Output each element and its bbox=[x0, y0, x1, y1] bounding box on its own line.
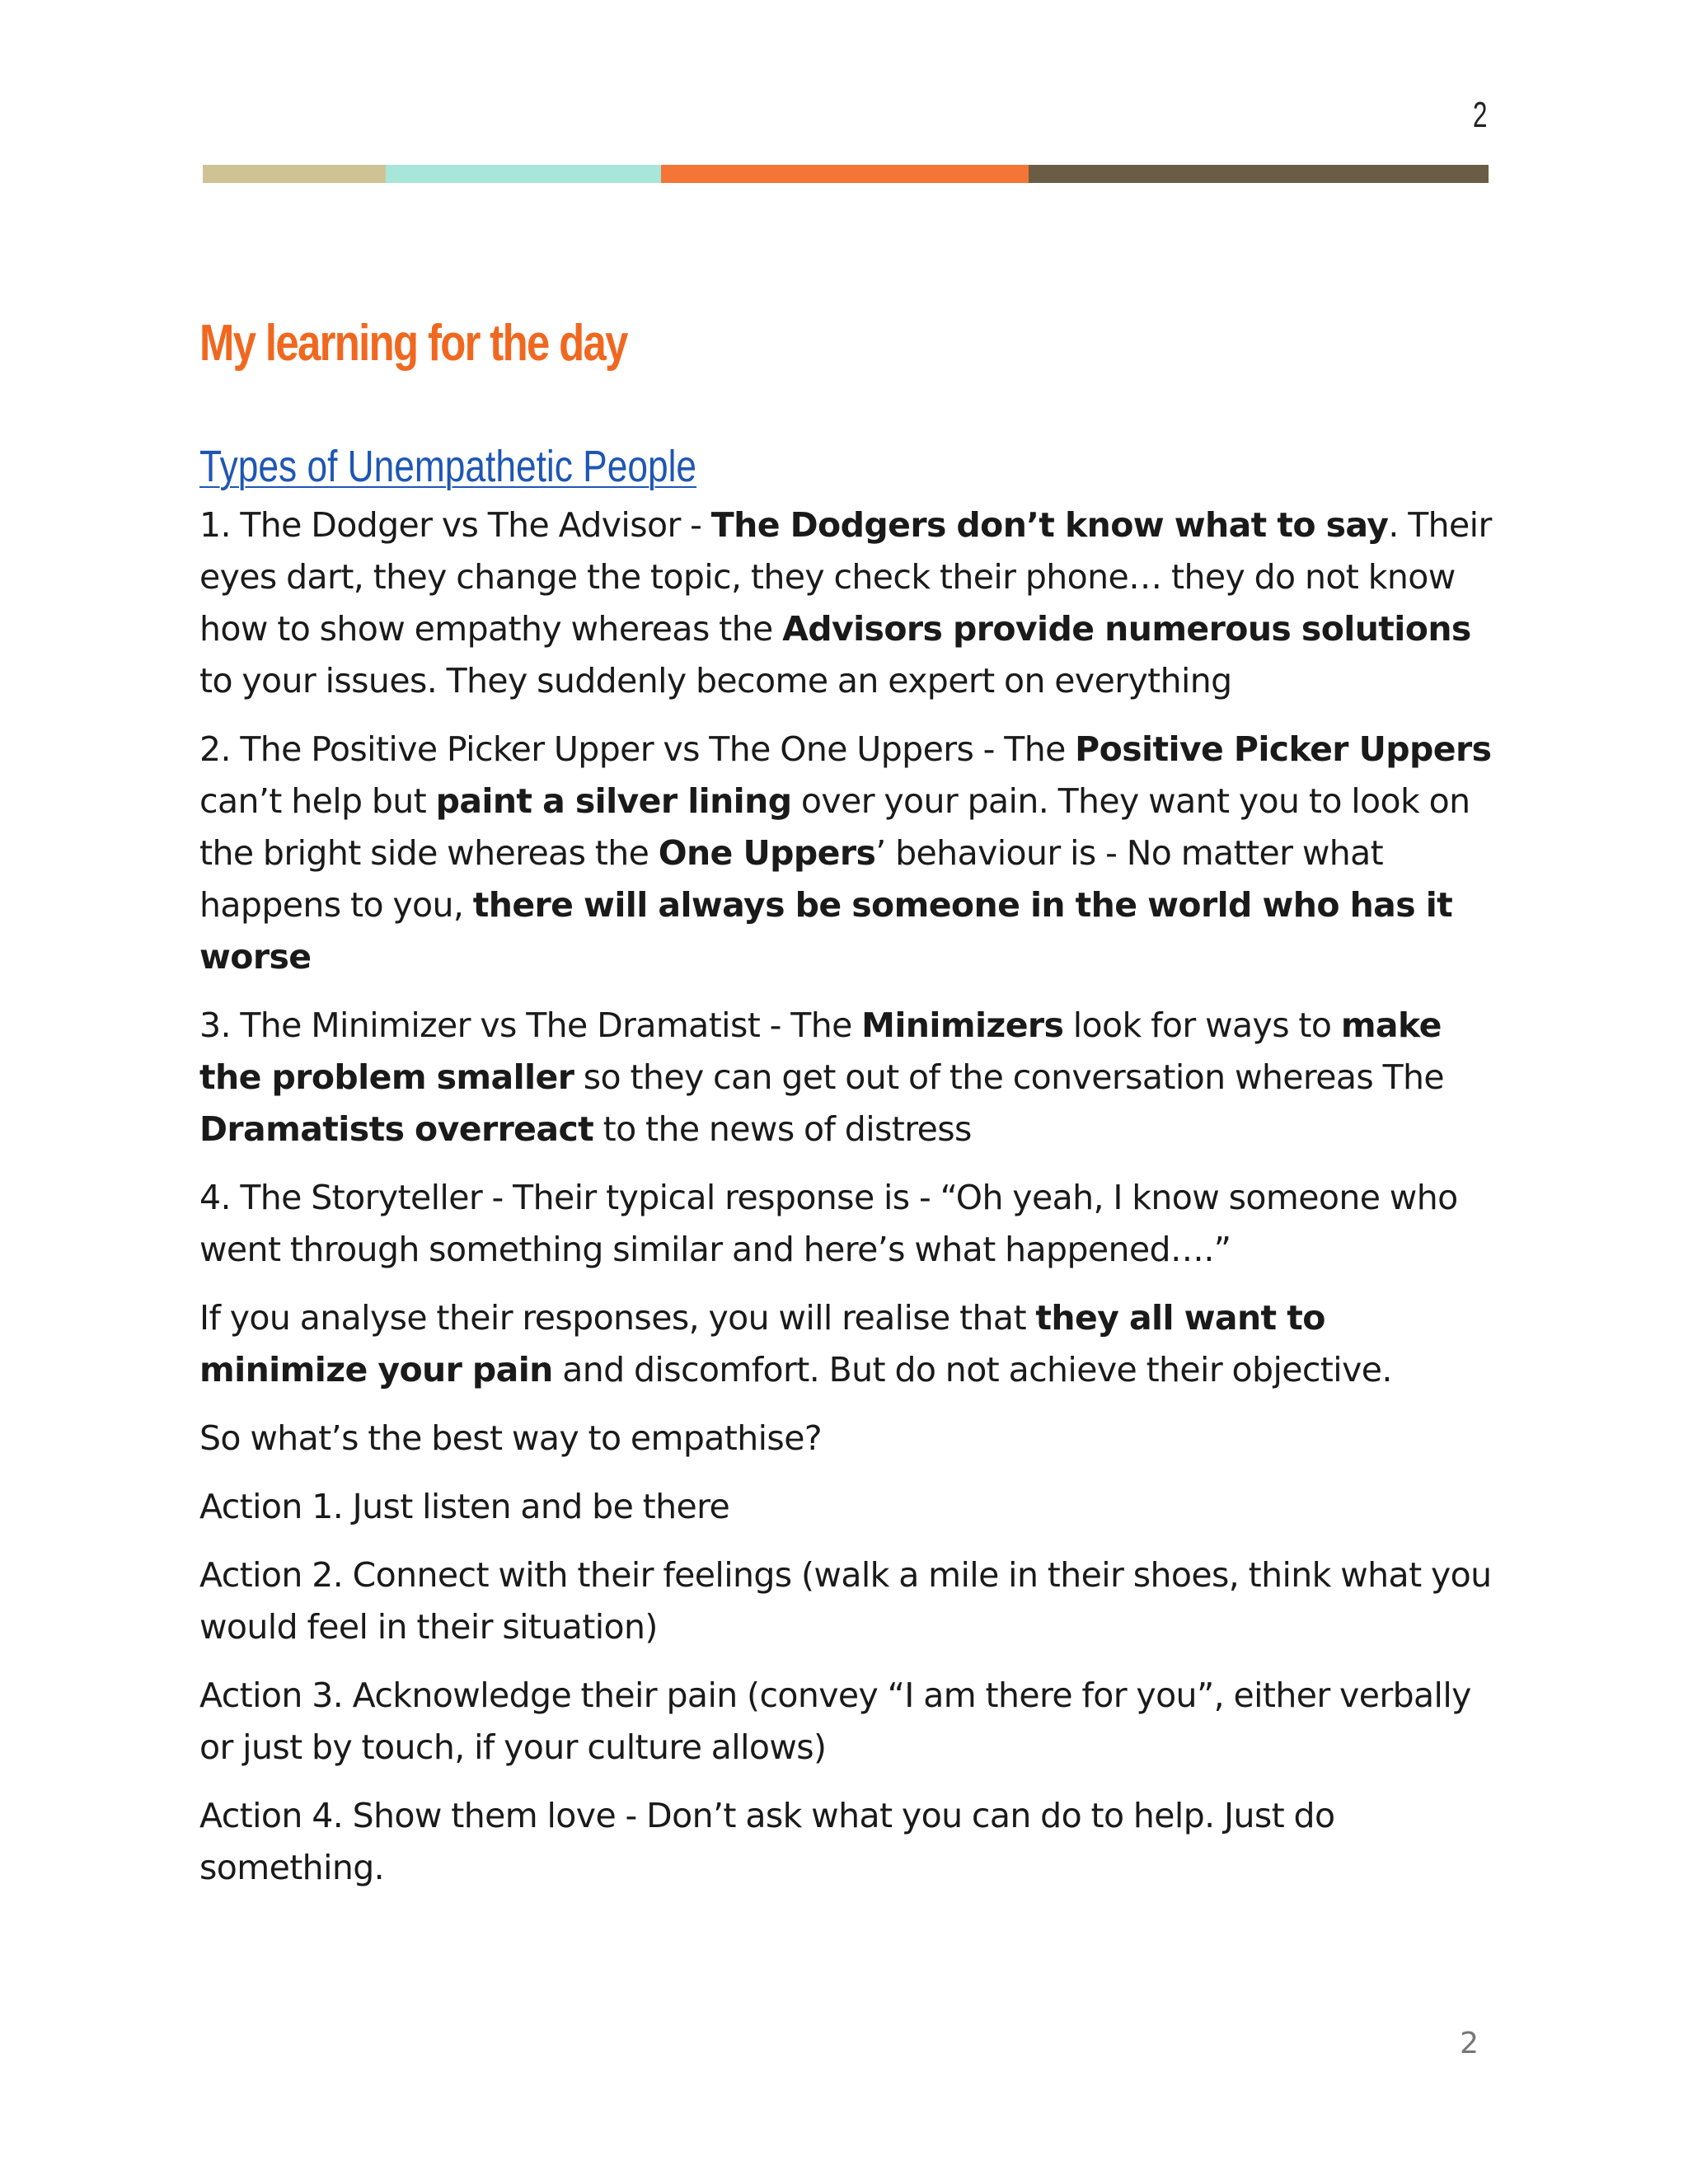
color-bar-segment-2 bbox=[386, 165, 661, 183]
text-run: 1. The Dodger vs The Advisor - bbox=[199, 505, 711, 545]
text-run: over your pain. They want you to look on the bright side whereas the bbox=[199, 781, 1470, 873]
text-run: Action 2. Connect with their feelings (walk a mile in their shoes, think what you would feel in their situation) bbox=[199, 1555, 1492, 1647]
bold-text: Advisors provide numerous solutions bbox=[782, 609, 1471, 649]
text-run: So what’s the best way to empathise? bbox=[199, 1418, 822, 1458]
text-run: to your issues. They suddenly become an expert on everything bbox=[199, 661, 1232, 701]
bold-text: they all want to minimize your pain bbox=[199, 1298, 1325, 1390]
text-run: Action 4. Show them love - Don’t ask what you can do to help. Just do something. bbox=[199, 1796, 1335, 1887]
paragraph bbox=[199, 1549, 1500, 1653]
text-run: and discomfort. But do not achieve their objective. bbox=[552, 1350, 1392, 1390]
text-run: look for ways to bbox=[1063, 1005, 1341, 1045]
paragraph bbox=[199, 499, 1500, 707]
text-run: Action 3. Acknowledge their pain (convey “I am there for you”, either verbally or just by touch, if your culture allows) bbox=[199, 1675, 1471, 1767]
color-bar-segment-4 bbox=[1029, 165, 1489, 183]
text-run: If you analyse their responses, you will realise that bbox=[199, 1298, 1036, 1338]
text-run: to the news of distress bbox=[593, 1109, 972, 1149]
page-number-bottom: 2 bbox=[1460, 2027, 1479, 2060]
bold-text: there will always be someone in the world who has it worse bbox=[199, 885, 1453, 977]
paragraph bbox=[199, 1000, 1500, 1155]
section-subheading: Types of Unempathetic People bbox=[199, 442, 697, 491]
paragraph bbox=[199, 1172, 1500, 1276]
text-run: 4. The Storyteller - Their typical response is - “Oh yeah, I know someone who went through something similar and here’s what happened….” bbox=[199, 1178, 1458, 1269]
text-run: ’ behaviour is - No matter what happens to you, bbox=[199, 833, 1384, 925]
bold-text: make the problem smaller bbox=[199, 1005, 1442, 1097]
bold-text: The Dodgers don’t know what to say bbox=[710, 505, 1389, 545]
paragraph bbox=[199, 1413, 1500, 1465]
text-run: can’t help but bbox=[199, 781, 436, 821]
text-run: so they can get out of the conversation whereas The bbox=[574, 1057, 1445, 1097]
bold-text: Minimizers bbox=[861, 1005, 1064, 1045]
bold-text: One Uppers bbox=[658, 833, 876, 873]
color-bar-segment-3 bbox=[661, 165, 1029, 183]
text-run: 2. The Positive Picker Upper vs The One Uppers - The bbox=[199, 729, 1076, 769]
text-run: 3. The Minimizer vs The Dramatist - The bbox=[199, 1005, 862, 1045]
text-run: . Their eyes dart, they change the topic, they check their phone… they do not know how to show empathy whereas the bbox=[199, 505, 1492, 649]
header-color-bar bbox=[203, 165, 1489, 183]
bold-text: Dramatists overreact bbox=[199, 1109, 594, 1149]
paragraph bbox=[199, 1292, 1500, 1396]
paragraph bbox=[199, 1670, 1500, 1774]
page-heading: My learning for the day bbox=[199, 315, 627, 372]
text-run: Action 1. Just listen and be there bbox=[199, 1487, 730, 1526]
paragraph-list bbox=[199, 499, 1500, 1894]
paragraph bbox=[199, 1790, 1500, 1894]
color-bar-segment-1 bbox=[203, 165, 386, 183]
paragraph bbox=[199, 724, 1500, 983]
page-number-top: 2 bbox=[1472, 95, 1487, 135]
document-body bbox=[199, 307, 1500, 1910]
bold-text: Positive Picker Uppers bbox=[1075, 729, 1492, 769]
paragraph bbox=[199, 1481, 1500, 1533]
bold-text: paint a silver lining bbox=[435, 781, 792, 821]
